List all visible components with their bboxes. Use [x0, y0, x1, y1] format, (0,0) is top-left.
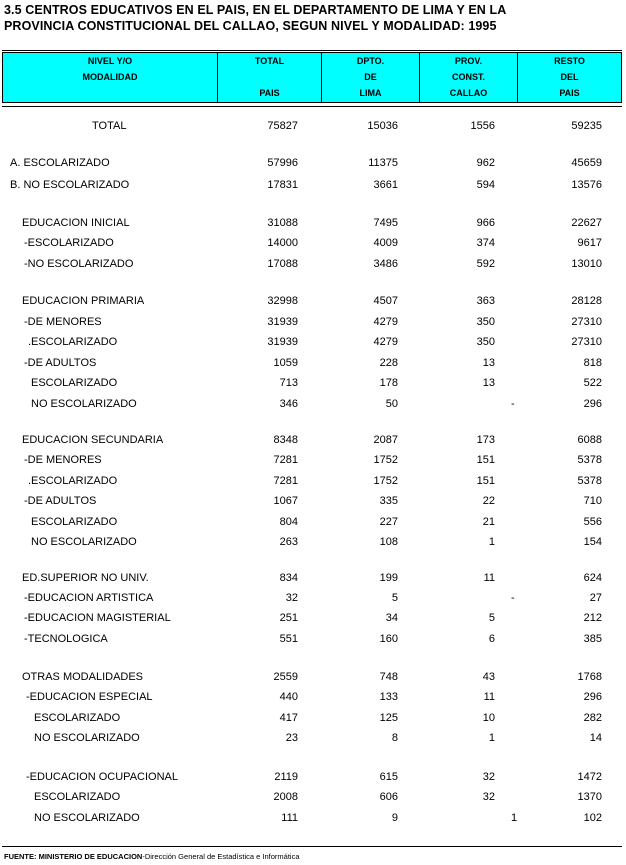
cell-total-pais: 32	[285, 592, 298, 604]
table-title	[4, 2, 622, 34]
cell-prov-callao: 374	[476, 237, 495, 249]
cell-prov-callao: -	[511, 592, 515, 604]
table-row	[0, 294, 626, 308]
cell-dpto-lima: 615	[379, 771, 398, 783]
header-bottom-rule	[2, 106, 622, 107]
row-label: -NO ESCOLARIZADO	[24, 258, 134, 270]
cell-total-pais: 1059	[273, 357, 298, 369]
cell-total-pais: 551	[279, 633, 298, 645]
header-label: PROV.	[454, 56, 483, 66]
cell-prov-callao: 966	[476, 217, 495, 229]
cell-dpto-lima: 125	[379, 712, 398, 724]
header-label: CALLAO	[449, 88, 488, 98]
table-row	[0, 731, 626, 745]
cell-total-pais: 23	[285, 732, 298, 744]
cell-total-pais: 251	[279, 612, 298, 624]
table-row	[0, 811, 626, 825]
cell-resto-pais: 27310	[571, 336, 602, 348]
row-label: NO ESCOLARIZADO	[31, 398, 137, 410]
header-label: PAIS	[259, 88, 280, 98]
cell-prov-callao: 173	[476, 434, 495, 446]
cell-prov-callao: 21	[482, 516, 495, 528]
cell-dpto-lima: 11375	[368, 157, 398, 169]
cell-resto-pais: 5378	[577, 475, 602, 487]
cell-prov-callao: 32	[482, 791, 495, 803]
cell-resto-pais: 282	[583, 712, 602, 724]
row-label: -DE MENORES	[24, 454, 102, 466]
cell-prov-callao: 1	[511, 812, 518, 824]
source-detail: -Dirección General de Estadística e Informática	[142, 852, 300, 861]
table-row	[0, 711, 626, 725]
cell-total-pais: 834	[279, 572, 298, 584]
cell-resto-pais: 212	[583, 612, 602, 624]
cell-prov-callao: 1556	[470, 120, 495, 132]
source-note	[4, 852, 300, 861]
header-total-pais	[218, 53, 321, 102]
cell-resto-pais: 154	[583, 536, 602, 548]
cell-resto-pais: 13010	[571, 258, 602, 270]
cell-prov-callao: 32	[482, 771, 495, 783]
table-row	[0, 535, 626, 549]
cell-dpto-lima: 227	[379, 516, 398, 528]
row-label: -TECNOLOGICA	[24, 633, 108, 645]
cell-dpto-lima: 3661	[373, 179, 398, 191]
cell-dpto-lima: 5	[391, 592, 398, 604]
row-label: .ESCOLARIZADO	[28, 336, 118, 348]
cell-total-pais: 57996	[267, 157, 298, 169]
table-row	[0, 335, 626, 349]
table-row	[0, 611, 626, 625]
cell-dpto-lima: 4279	[373, 316, 398, 328]
table-row	[0, 690, 626, 704]
header-resto-pais	[518, 53, 621, 102]
table-title-line-1: 3.5 CENTROS EDUCATIVOS EN EL PAIS, EN EL DEPARTAMENTO DE LIMA Y EN LA	[4, 3, 507, 17]
cell-prov-callao: 13	[482, 377, 495, 389]
table-row	[0, 397, 626, 411]
table-row	[0, 790, 626, 804]
row-label: -EDUCACION ESPECIAL	[26, 691, 153, 703]
cell-dpto-lima: 9	[391, 812, 398, 824]
cell-dpto-lima: 160	[379, 633, 398, 645]
header-dpto-lima	[322, 53, 419, 102]
cell-total-pais: 17831	[267, 179, 298, 191]
header-top-rule	[2, 50, 622, 51]
cell-prov-callao: 11	[483, 572, 495, 584]
table-row	[0, 236, 626, 250]
cell-dpto-lima: 7495	[373, 217, 398, 229]
table-title-line-2: PROVINCIA CONSTITUCIONAL DEL CALLAO, SEGUN NIVEL Y MODALIDAD: 1995	[4, 19, 497, 33]
cell-prov-callao: 350	[476, 316, 495, 328]
cell-prov-callao: 962	[476, 157, 495, 169]
cell-dpto-lima: 4009	[373, 237, 398, 249]
cell-total-pais: 713	[279, 377, 298, 389]
cell-resto-pais: 818	[583, 357, 602, 369]
cell-resto-pais: 522	[583, 377, 602, 389]
table-row	[0, 670, 626, 684]
cell-total-pais: 440	[279, 691, 298, 703]
cell-dpto-lima: 15036	[367, 120, 398, 132]
row-label: ESCOLARIZADO	[31, 377, 118, 389]
cell-resto-pais: 28128	[571, 295, 602, 307]
cell-prov-callao: 594	[476, 179, 495, 191]
table-row	[0, 356, 626, 370]
cell-total-pais: 14000	[267, 237, 298, 249]
cell-dpto-lima: 606	[379, 791, 398, 803]
footer-rule	[2, 846, 622, 847]
cell-total-pais: 417	[279, 712, 298, 724]
row-label: -DE ADULTOS	[24, 495, 97, 507]
cell-prov-callao: 350	[476, 336, 495, 348]
cell-resto-pais: 624	[583, 572, 602, 584]
cell-prov-callao: 10	[482, 712, 495, 724]
table-header	[2, 52, 622, 103]
cell-prov-callao: 22	[482, 495, 495, 507]
row-label: ED.SUPERIOR NO UNIV.	[22, 572, 149, 584]
cell-resto-pais: 6088	[577, 434, 602, 446]
cell-prov-callao: 5	[488, 612, 495, 624]
header-label: DEL	[560, 72, 579, 82]
cell-dpto-lima: 50	[385, 398, 398, 410]
cell-resto-pais: 1472	[577, 771, 602, 783]
cell-prov-callao: 151	[476, 475, 495, 487]
row-label: ESCOLARIZADO	[34, 712, 121, 724]
cell-resto-pais: 27	[589, 592, 602, 604]
cell-total-pais: 346	[279, 398, 298, 410]
cell-total-pais: 2008	[273, 791, 298, 803]
table-row	[0, 216, 626, 230]
cell-resto-pais: 556	[583, 516, 602, 528]
table-row	[0, 474, 626, 488]
row-label: NO ESCOLARIZADO	[34, 812, 140, 824]
cell-dpto-lima: 108	[379, 536, 398, 548]
cell-dpto-lima: 228	[379, 357, 398, 369]
cell-total-pais: 7281	[273, 475, 298, 487]
row-label: TOTAL	[92, 120, 127, 132]
cell-dpto-lima: 178	[379, 377, 398, 389]
cell-resto-pais: 9617	[577, 237, 602, 249]
row-label: NO ESCOLARIZADO	[34, 732, 140, 744]
cell-resto-pais: 385	[583, 633, 602, 645]
cell-dpto-lima: 2087	[373, 434, 398, 446]
table-row	[0, 515, 626, 529]
header-label: PAIS	[559, 88, 580, 98]
cell-resto-pais: 102	[583, 812, 602, 824]
cell-dpto-lima: 1752	[373, 454, 398, 466]
table-row	[0, 632, 626, 646]
cell-dpto-lima: 335	[379, 495, 398, 507]
cell-prov-callao: 1	[488, 732, 495, 744]
cell-prov-callao: 11	[483, 691, 495, 703]
cell-dpto-lima: 8	[391, 732, 398, 744]
header-nivel-modalidad	[3, 53, 217, 102]
row-label: OTRAS MODALIDADES	[22, 671, 144, 683]
header-label: LIMA	[359, 88, 382, 98]
cell-resto-pais: 45659	[571, 157, 602, 169]
table-row	[0, 770, 626, 784]
row-label: EDUCACION INICIAL	[22, 217, 130, 229]
cell-dpto-lima: 1752	[373, 475, 398, 487]
cell-total-pais: 31939	[267, 336, 298, 348]
header-prov-callao	[420, 53, 517, 102]
table-row	[0, 315, 626, 329]
cell-resto-pais: 27310	[571, 316, 602, 328]
cell-prov-callao: 592	[476, 258, 495, 270]
row-label: -EDUCACION ARTISTICA	[24, 592, 154, 604]
cell-total-pais: 8348	[273, 434, 298, 446]
cell-total-pais: 75827	[267, 120, 298, 132]
cell-total-pais: 804	[279, 516, 298, 528]
cell-resto-pais: 14	[589, 732, 602, 744]
row-label: NO ESCOLARIZADO	[31, 536, 137, 548]
table-row	[0, 494, 626, 508]
table-row	[0, 453, 626, 467]
row-label: -ESCOLARIZADO	[24, 237, 114, 249]
cell-prov-callao: 1	[488, 536, 495, 548]
table-row	[0, 257, 626, 271]
cell-dpto-lima: 4279	[373, 336, 398, 348]
cell-resto-pais: 1370	[577, 791, 602, 803]
cell-total-pais: 31088	[267, 217, 298, 229]
row-label: A. ESCOLARIZADO	[10, 157, 110, 169]
cell-total-pais: 2119	[274, 771, 298, 783]
header-label: RESTO	[554, 56, 585, 66]
cell-prov-callao: 13	[482, 357, 495, 369]
table-row	[0, 178, 626, 192]
row-label: -DE MENORES	[24, 316, 102, 328]
row-label: ESCOLARIZADO	[31, 516, 118, 528]
cell-total-pais: 31939	[267, 316, 298, 328]
cell-resto-pais: 59235	[571, 120, 602, 132]
cell-dpto-lima: 4507	[373, 295, 398, 307]
table-row	[0, 591, 626, 605]
row-label: -EDUCACION MAGISTERIAL	[24, 612, 171, 624]
row-label: -EDUCACION OCUPACIONAL	[26, 771, 178, 783]
table-row	[0, 119, 626, 133]
cell-resto-pais: 22627	[571, 217, 602, 229]
cell-total-pais: 7281	[273, 454, 298, 466]
cell-prov-callao: 363	[476, 295, 495, 307]
header-label: DE	[364, 72, 377, 82]
cell-resto-pais: 296	[583, 398, 602, 410]
cell-resto-pais: 13576	[571, 179, 602, 191]
cell-prov-callao: 43	[482, 671, 495, 683]
table-row	[0, 571, 626, 585]
cell-resto-pais: 710	[583, 495, 602, 507]
cell-total-pais: 263	[279, 536, 298, 548]
cell-prov-callao: 151	[476, 454, 495, 466]
row-label: EDUCACION SECUNDARIA	[22, 434, 164, 446]
cell-dpto-lima: 133	[379, 691, 398, 703]
header-label: DPTO.	[356, 56, 385, 66]
header-label: CONST.	[451, 72, 485, 82]
source-label: FUENTE: MINISTERIO DE EDUCACION	[4, 852, 143, 861]
cell-resto-pais: 5378	[577, 454, 602, 466]
table-row	[0, 156, 626, 170]
cell-prov-callao: -	[511, 398, 515, 410]
cell-total-pais: 111	[281, 812, 298, 824]
cell-total-pais: 32998	[267, 295, 298, 307]
cell-total-pais: 17088	[267, 258, 298, 270]
cell-dpto-lima: 748	[379, 671, 398, 683]
row-label: ESCOLARIZADO	[34, 791, 121, 803]
table-row	[0, 376, 626, 390]
cell-dpto-lima: 34	[385, 612, 398, 624]
row-label: .ESCOLARIZADO	[28, 475, 118, 487]
cell-total-pais: 2559	[273, 671, 298, 683]
cell-prov-callao: 6	[488, 633, 495, 645]
cell-dpto-lima: 199	[379, 572, 398, 584]
cell-dpto-lima: 3486	[373, 258, 398, 270]
row-label: EDUCACION PRIMARIA	[22, 295, 145, 307]
header-label: MODALIDAD	[82, 72, 138, 82]
cell-total-pais: 1067	[273, 495, 298, 507]
cell-resto-pais: 296	[583, 691, 602, 703]
header-label: NIVEL Y/O	[87, 56, 133, 66]
row-label: -DE ADULTOS	[24, 357, 97, 369]
header-label: TOTAL	[254, 56, 285, 66]
table-row	[0, 433, 626, 447]
cell-resto-pais: 1768	[577, 671, 602, 683]
row-label: B. NO ESCOLARIZADO	[10, 179, 130, 191]
